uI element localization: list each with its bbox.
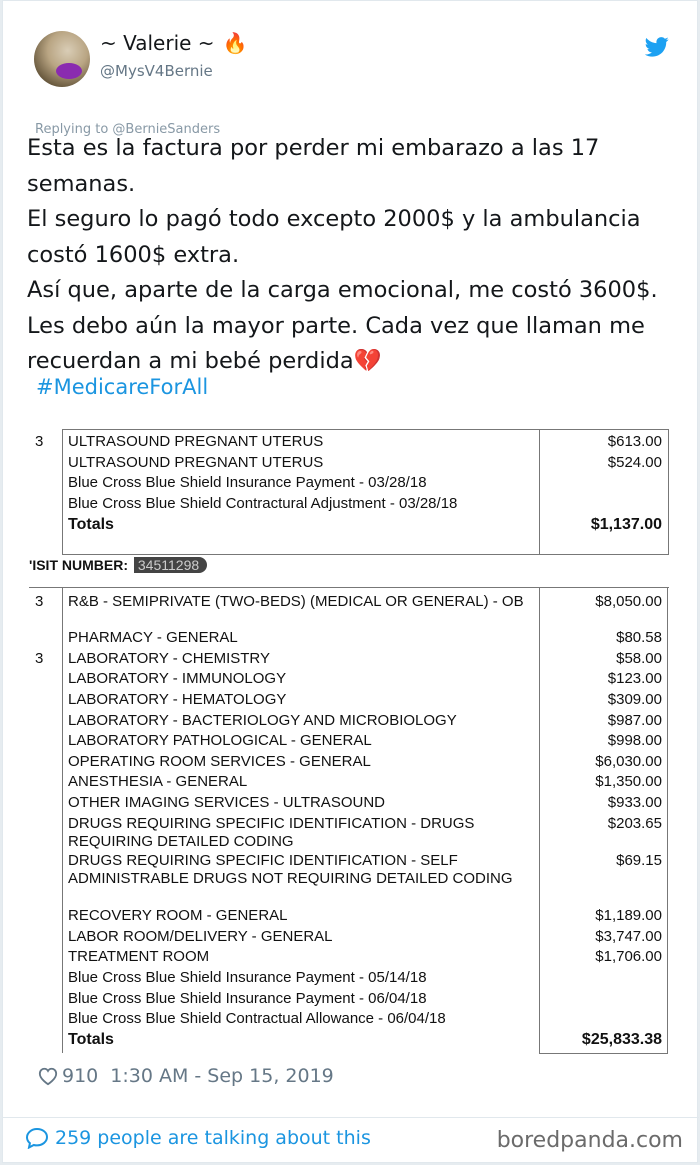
- bill-row: [29, 948, 675, 968]
- bill-row: [29, 516, 675, 538]
- visit-number-row: [29, 557, 207, 573]
- bill-row-description: ULTRASOUND PREGNANT UTERUS: [68, 454, 324, 471]
- bill-row: [29, 629, 675, 649]
- bill-row-description: OTHER IMAGING SERVICES - ULTRASOUND: [68, 794, 385, 811]
- bill-row-amount: $8,050.00: [595, 593, 662, 610]
- bill-row-description: LABORATORY - HEMATOLOGY: [68, 691, 287, 708]
- bill-row-description: LABORATORY - IMMUNOLOGY: [68, 670, 287, 687]
- comment-bubble-icon: [25, 1127, 49, 1149]
- tweet-text: [27, 131, 667, 380]
- bill-row-description: LABORATORY PATHOLOGICAL - GENERAL: [68, 732, 372, 749]
- twitter-bird-icon[interactable]: [645, 37, 669, 57]
- bill-row-amount: $998.00: [607, 732, 662, 749]
- author-name-row[interactable]: [100, 31, 247, 55]
- bill-row-description: Blue Cross Blue Shield Insurance Payment - 06/04/18: [68, 990, 427, 1007]
- bill-row-amount: $123.00: [607, 670, 662, 687]
- fire-emoji-icon: 🔥: [222, 31, 248, 55]
- tweet-card: [2, 0, 698, 1163]
- bill-row-description: Totals: [68, 516, 114, 533]
- footer-divider: [3, 1117, 699, 1118]
- bill-row-amount: $3,747.00: [595, 928, 662, 945]
- author-display-name[interactable]: ~ Valerie ~: [100, 31, 215, 55]
- brand-watermark: boredpanda.com: [496, 1128, 683, 1153]
- bill-row-description: DRUGS REQUIRING SPECIFIC IDENTIFICATION - SELF ADMINISTRABLE DRUGS NOT REQUIRING DETAILED CODING: [68, 852, 513, 887]
- tweet-timestamp[interactable]: 1:30 AM - Sep 15, 2019: [110, 1065, 334, 1087]
- bill-row-amount: $933.00: [607, 794, 662, 811]
- bill-row-description: DRUGS REQUIRING SPECIFIC IDENTIFICATION - DRUGS REQUIRING DETAILED CODING: [68, 815, 475, 850]
- bill-row-description: ULTRASOUND PREGNANT UTERUS: [68, 433, 324, 450]
- bill-row-description: LABORATORY - BACTERIOLOGY AND MICROBIOLOGY: [68, 712, 457, 729]
- bill-row-amount: $524.00: [607, 454, 662, 471]
- bill-row-marker: 3: [35, 650, 44, 667]
- replying-to[interactable]: Replying to @BernieSanders: [35, 122, 221, 137]
- bill-row: [29, 753, 675, 773]
- heart-icon[interactable]: [37, 1066, 59, 1086]
- bill-row: [29, 969, 675, 989]
- like-count[interactable]: 910: [62, 1065, 99, 1087]
- bill-row-amount: $1,350.00: [595, 773, 662, 790]
- bill-image: [29, 425, 675, 1057]
- tweet-line: El seguro lo pagó todo excepto 2000$ y la ambulancia costó 1600$ extra.: [27, 206, 641, 268]
- visit-number-value: 34511298: [134, 557, 207, 573]
- bill-row: [29, 454, 675, 474]
- bill-row-marker: 3: [35, 593, 44, 610]
- bill-row-description: Blue Cross Blue Shield Insurance Payment - 05/14/18: [68, 969, 427, 986]
- bill-row: [29, 433, 675, 453]
- bill-row: [29, 990, 675, 1010]
- bill-row: [29, 794, 675, 814]
- bill-row: [29, 650, 675, 670]
- broken-heart-emoji-icon: 💔: [353, 348, 382, 374]
- bill-row-amount: $613.00: [607, 433, 662, 450]
- avatar-detail: [56, 63, 82, 79]
- bill-row: [29, 907, 675, 927]
- bill-row: [29, 1010, 675, 1030]
- bill-row-marker: 3: [35, 433, 44, 450]
- tweet-line: [27, 273, 667, 380]
- talking-link[interactable]: [25, 1127, 371, 1149]
- bill-row-amount: $203.65: [607, 815, 662, 832]
- bill-row: [29, 495, 675, 515]
- bill-row-description: TREATMENT ROOM: [68, 948, 210, 965]
- tweet-line-text: Así que, aparte de la carga emocional, me costó 3600$. Les debo aún la mayor parte. Cada vez que llaman me recuerdan a mi bebé perdida: [27, 277, 658, 374]
- bill-row-amount: $1,137.00: [590, 516, 662, 533]
- bill-row-description: ANESTHESIA - GENERAL: [68, 773, 248, 790]
- bill-row-amount: $309.00: [607, 691, 662, 708]
- bill-row: [29, 852, 675, 906]
- avatar[interactable]: [34, 31, 90, 87]
- bill-row: [29, 670, 675, 690]
- author-handle[interactable]: @MysV4Bernie: [100, 62, 213, 80]
- bill-row-amount: $69.15: [616, 852, 662, 869]
- bill-row: [29, 732, 675, 752]
- bill-row-description: LABOR ROOM/DELIVERY - GENERAL: [68, 928, 333, 945]
- bill-row-description: RECOVERY ROOM - GENERAL: [68, 907, 288, 924]
- bill-row: [29, 1031, 675, 1053]
- bill-row: [29, 474, 675, 494]
- bill-row-amount: $80.58: [616, 629, 662, 646]
- visit-number-label: 'ISIT NUMBER:: [29, 557, 128, 573]
- bill-row-description: Blue Cross Blue Shield Insurance Payment - 03/28/18: [68, 474, 427, 491]
- bill-row-amount: $1,189.00: [595, 907, 662, 924]
- bill-row: [29, 773, 675, 793]
- bill-row: [29, 815, 675, 851]
- bill-row-description: LABORATORY - CHEMISTRY: [68, 650, 270, 667]
- bill-row-amount: $1,706.00: [595, 948, 662, 965]
- bill-row-amount: $987.00: [607, 712, 662, 729]
- bill-row-description: R&B - SEMIPRIVATE (TWO-BEDS) (MEDICAL OR GENERAL) - OB: [68, 593, 524, 610]
- bill-row-description: OPERATING ROOM SERVICES - GENERAL: [68, 753, 371, 770]
- bill-row: [29, 712, 675, 732]
- tweet-footer: [37, 1065, 334, 1087]
- bill-row-description: Blue Cross Blue Shield Contractural Adjustment - 03/28/18: [68, 495, 458, 512]
- bill-row-description: Blue Cross Blue Shield Contractual Allowance - 06/04/18: [68, 1010, 446, 1027]
- bill-row-description: PHARMACY - GENERAL: [68, 629, 238, 646]
- bill-row: [29, 593, 675, 629]
- bill-row: [29, 691, 675, 711]
- talking-text[interactable]: 259 people are talking about this: [55, 1127, 371, 1149]
- hashtag-link[interactable]: #MedicareForAll: [36, 375, 209, 399]
- bill-row-amount: $6,030.00: [595, 753, 662, 770]
- tweet-line: Esta es la factura por perder mi embarazo a las 17 semanas.: [27, 135, 600, 197]
- bill-row: [29, 928, 675, 948]
- bill-row-amount: $25,833.38: [581, 1031, 662, 1048]
- bill-row-description: Totals: [68, 1031, 114, 1048]
- bill-row-amount: $58.00: [616, 650, 662, 667]
